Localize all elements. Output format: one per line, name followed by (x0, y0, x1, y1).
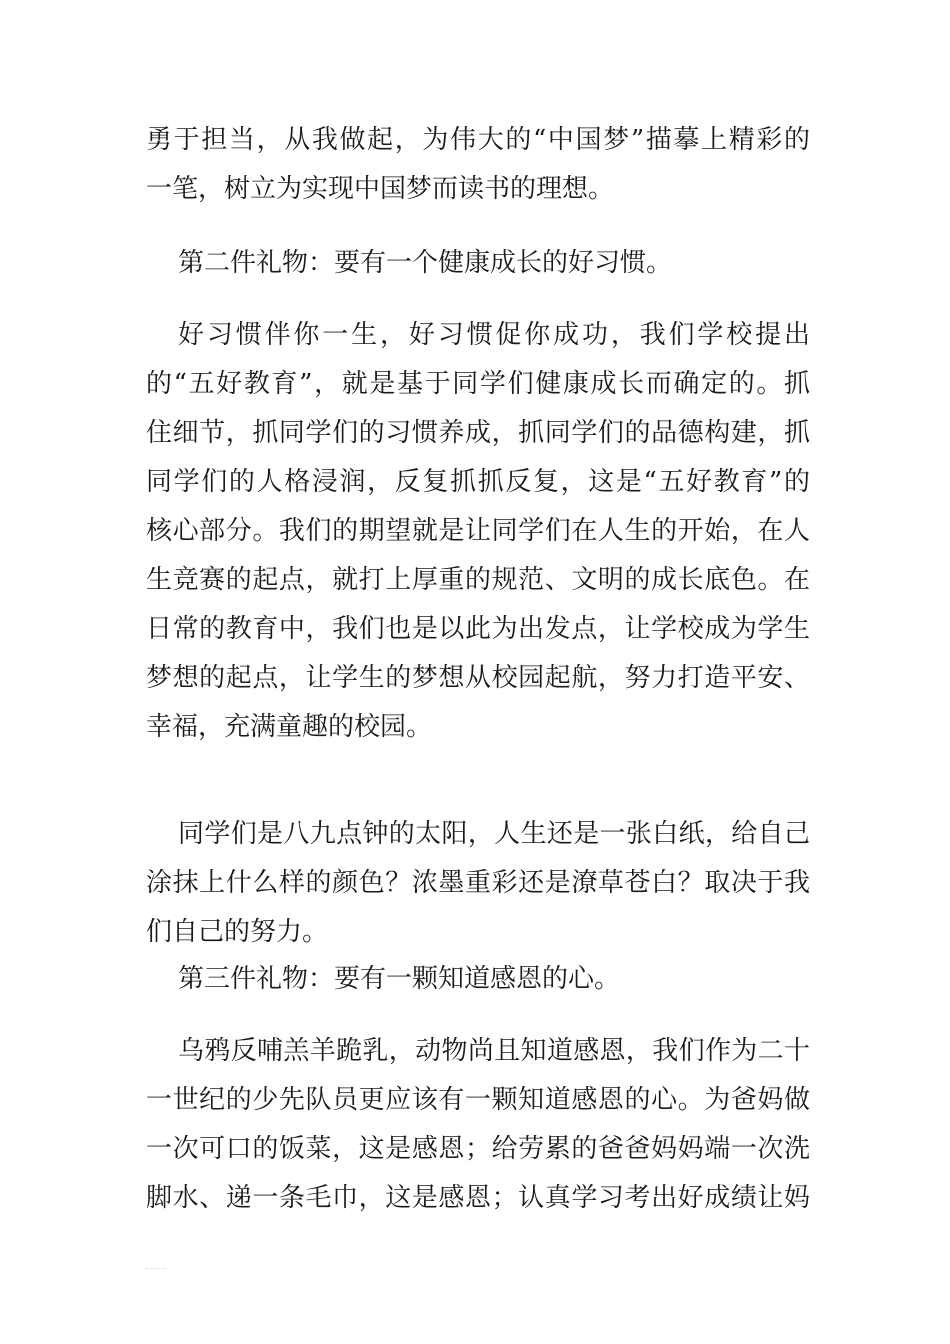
text-line: 一笔，树立为实现中国梦而读书的理想。 (146, 174, 615, 204)
text-line: 第三件礼物：要有一颗知道感恩的心。 (178, 964, 621, 994)
text-line: 生竞赛的起点，就打上厚重的规范、文明的成长底色。在 (146, 565, 810, 595)
text-line: 涂抹上什么样的颜色？浓墨重彩还是潦草苍白？取决于我 (146, 868, 810, 898)
page-footer-mark (146, 1268, 166, 1277)
text-line: 同学们的人格浸润，反复抓抓反复，这是“五好教育”的 (146, 467, 810, 497)
text-line: 日常的教育中，我们也是以此为出发点，让学校成为学生 (146, 614, 810, 644)
text-line: 住细节，抓同学们的习惯养成，抓同学们的品德构建，抓 (146, 418, 810, 448)
text-line: 勇于担当，从我做起，为伟大的“中国梦”描摹上精彩的 (146, 125, 810, 155)
paragraph-continuation (146, 116, 810, 214)
text-line: 的“五好教育”，就是基于同学们健康成长而确定的。抓 (146, 369, 810, 399)
text-line: 好习惯伴你一生，好习惯促你成功，我们学校提出 (178, 320, 810, 350)
text-line: 第二件礼物：要有一个健康成长的好习惯。 (178, 248, 673, 278)
paragraph-gratitude (146, 1027, 810, 1223)
text-line: 乌鸦反哺羔羊跪乳，动物尚且知道感恩，我们作为二十 (178, 1036, 810, 1066)
text-line: 核心部分。我们的期望就是让同学们在人生的开始，在人 (146, 516, 810, 546)
text-line: 幸福，充满童趣的校园。 (146, 712, 433, 742)
text-line: 脚水、递一条毛巾，这是感恩；认真学习考出好成绩让妈 (146, 1183, 810, 1213)
section-heading-gift-three (146, 955, 810, 1004)
text-line: 一次可口的饭菜，这是感恩；给劳累的爸爸妈妈端一次洗 (146, 1134, 810, 1164)
section-heading-gift-two (146, 239, 810, 288)
text-line: 同学们是八九点钟的太阳，人生还是一张白纸，给自己 (178, 819, 810, 849)
text-line: 梦想的起点，让学生的梦想从校园起航，努力打造平安、 (146, 663, 810, 693)
paragraph-good-habits (146, 311, 810, 752)
text-line: 一世纪的少先队员更应该有一颗知道感恩的心。为爸妈做 (146, 1085, 810, 1115)
paragraph-morning-sun (146, 810, 810, 957)
text-line: 们自己的努力。 (146, 917, 329, 947)
